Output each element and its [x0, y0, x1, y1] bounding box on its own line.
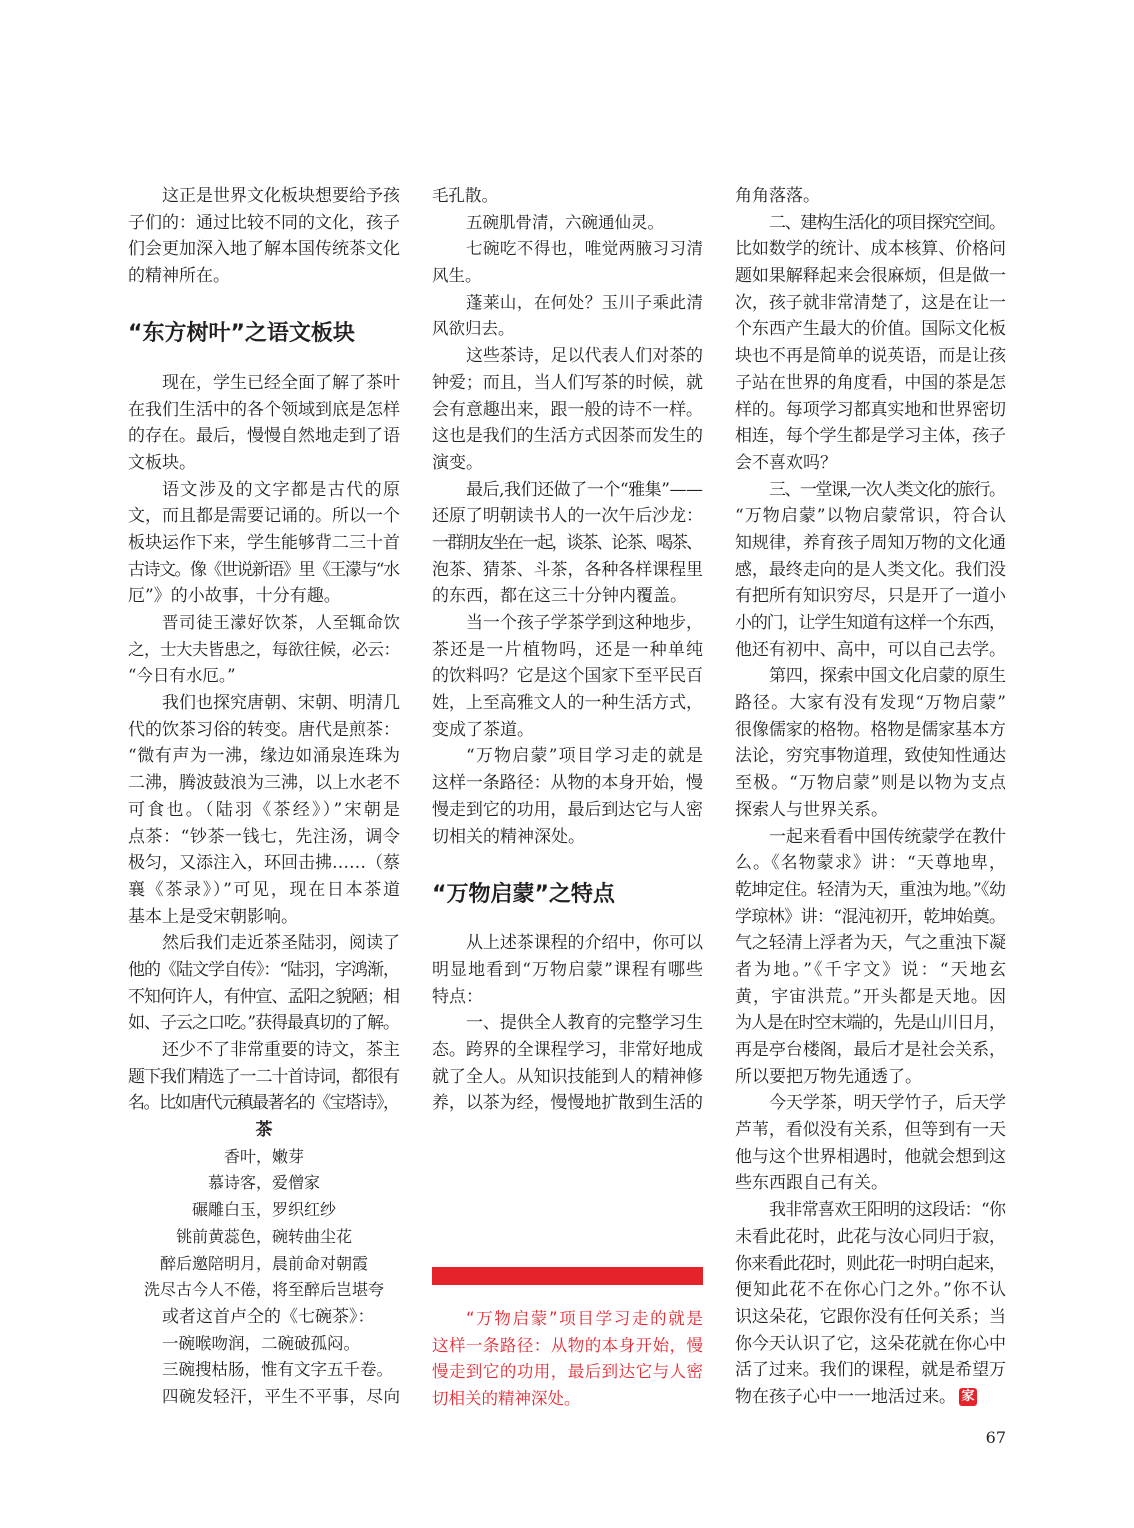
body-text-line: 乾坤定住。轻清为天，重浊为地。”《幼	[735, 879, 1006, 900]
body-text-line	[735, 1384, 1006, 1411]
body-text-line: 的东西，都在这三十分钟内覆盖。	[432, 586, 687, 607]
body-text-line: 有把所有知识穷尽，只是开了一道小	[735, 586, 1006, 607]
body-text-line: 如、子云之口吃。”获得最真切的了解。	[128, 1013, 399, 1034]
section-heading: “东方树叶”之语文板块	[128, 321, 355, 347]
poem-line: 洗尽古今人不倦，将至醉后岂堪夸	[143, 1280, 384, 1300]
quote-line: 四碗发轻汗，平生不平事，尽向	[162, 1386, 401, 1406]
body-text-line: 一起来看看中国传统蒙学在教什	[769, 826, 1006, 847]
body-text-line: 语文涉及的文字都是古代的原	[162, 479, 402, 500]
body-text-line: 姓，上至高雅文人的一种生活方式，	[432, 693, 703, 714]
quote-line: 一碗喉吻润，二碗破孤闷。	[162, 1333, 360, 1353]
pull-quote	[432, 1306, 703, 1413]
quote-line: 蓬莱山，在何处？玉川子乘此清	[466, 292, 704, 312]
body-text-line: 古诗文。像《世说新语》里《王濛与“水	[128, 559, 399, 580]
body-text-line: 这些茶诗，足以代表人们对茶的	[466, 346, 703, 367]
body-text-line: 至极。“万物启蒙”则是以物为支点	[735, 773, 1008, 794]
left-column	[128, 183, 403, 1411]
body-text-line: 极匀，又添注入，环回击拂……（蔡	[128, 853, 400, 874]
body-text-line: “微有声为一沸，缘边如涌泉连珠为	[128, 746, 401, 767]
body-text-line: 我们也探究唐朝、宋朝、明清几	[162, 693, 400, 714]
body-text-line: 这也是我们的生活方式因茶而发生的	[432, 426, 703, 447]
body-text-line: 今天学茶，明天学竹子，后天学	[769, 1093, 1006, 1114]
quote-line: 风欲归去。	[432, 319, 515, 339]
body-text-line: 探索人与世界关系。	[735, 799, 888, 820]
body-text-line: 襄《茶录》）”可见，现在日本茶道	[128, 879, 402, 900]
body-text-line: 点茶：“钞茶一钱七，先注汤，调令	[128, 826, 401, 847]
poem-line: 慕诗客，爱僧家	[207, 1173, 320, 1193]
body-text-line: “万物启蒙”以物启蒙常识，符合认	[735, 506, 1008, 527]
body-text-line: 者为地。”《千字文》说：“天地玄	[735, 959, 1009, 980]
poem-line: 铫前黄蕊色，碗转曲尘花	[175, 1226, 352, 1246]
body-text-line: 当一个孩子学茶学到这种地步，	[466, 613, 703, 633]
body-text-line: 为人是在时空末端的，先是山川日月，	[735, 1013, 1005, 1034]
body-text-line: 你今天认识了它，这朵花就在你心中	[735, 1333, 1006, 1354]
body-text-line: 演变。	[432, 452, 483, 473]
body-text-line: 他的《陆文学自传》：“陆羽，字鸿渐，	[128, 959, 399, 980]
body-text-line: 比如数学的统计、成本核算、价格问	[735, 239, 1006, 260]
body-text-line: 路径。大家有没有发现“万物启蒙”	[735, 693, 1008, 714]
body-text-line: 子们的：通过比较不同的文化，孩子	[128, 212, 400, 233]
body-text-line: 你来看此花时，则此花一时明白起来，	[735, 1253, 1005, 1274]
body-text-line: 二、建构生活化的项目探究空间。	[769, 212, 1005, 233]
body-text-line: 然后我们走近茶圣陆羽，阅读了	[162, 933, 400, 954]
body-text-line: 知规律，养育孩子周知万物的文化通	[735, 532, 1006, 553]
body-text-line: 感，最终走向的是人类文化。我们没	[735, 559, 1006, 580]
body-text-line: 慢走到它的功用，最后到达它与人密	[432, 799, 703, 820]
body-text-line: 会不喜欢吗？	[735, 452, 837, 473]
body-text-line: 未看此花时，此花与汝心同归于寂，	[735, 1226, 1006, 1247]
body-text-line: 厄”》的小故事，十分有趣。	[128, 586, 341, 607]
section-heading: “万物启蒙”之特点	[432, 881, 615, 907]
body-text-line: 还原了明朝读书人的一次午后沙龙：	[432, 506, 703, 527]
body-text-line: 板块运作下来，学生能够背二三十首	[128, 532, 400, 553]
body-text-line: 很像儒家的格物。格物是儒家基本方	[735, 719, 1006, 740]
body-text-line: 可食也。（陆羽《茶经》）”宋朝是	[128, 799, 403, 820]
body-text-line: 芦苇，看似没有关系，但等到有一天	[735, 1120, 1006, 1141]
body-text-line: 题下我们精选了一二十首诗词，都很有	[128, 1066, 399, 1087]
body-text-line: 代的饮茶习俗的转变。唐代是煎茶：	[128, 719, 400, 740]
body-text-line: 块也不再是简单的说英语，而是让孩	[735, 346, 1006, 367]
body-text-line: 法论，穷究事物道理，致使知性通达	[735, 746, 1006, 767]
body-text-line: 二沸，腾波鼓浪为三沸，以上水老不	[128, 773, 400, 794]
pull-quote-line: 这样一条路径：从物的本身开始，慢	[432, 1335, 704, 1355]
body-text-line: 这样一条路径：从物的本身开始，慢	[432, 773, 703, 794]
body-text-line: 学琼林》讲：“混沌初开，乾坤始奠。	[735, 906, 1006, 927]
pull-quote-line: 切相关的精神深处。	[432, 1389, 581, 1409]
body-text-line: 的精神所在。	[128, 266, 230, 287]
body-text-line: 或者这首卢仝的《七碗茶》：	[162, 1306, 375, 1327]
body-text-line: 基本上是受宋朝影响。	[128, 906, 298, 927]
red-accent-bar	[432, 1267, 703, 1285]
body-text-line: 的饮料吗？它是这个国家下至平民百	[432, 666, 703, 687]
body-text-line: 养，以茶为经，慢慢地扩散到生活的	[432, 1093, 703, 1114]
body-text-line: “万物启蒙”项目学习走的就是	[466, 746, 705, 767]
body-text-line: 角角落落。	[735, 186, 820, 206]
body-text-line: 个东西产生最大的价值。国际文化板	[735, 319, 1006, 340]
poem-line: 碾雕白玉，罗织红纱	[191, 1200, 336, 1220]
body-text-line: 文，而且都是需要记诵的。所以一个	[128, 506, 400, 527]
body-text-line: 切相关的精神深处。	[432, 826, 585, 847]
body-text-line: 样的。每项学习都真实地和世界密切	[735, 399, 1006, 420]
body-text-line: 三、一堂课,一次人类文化的旅行。	[769, 479, 1005, 500]
body-text-line: 题如果解释起来会很麻烦，但是做一	[735, 266, 1006, 287]
body-text-line: 次，孩子就非常清楚了，这是在让一	[735, 292, 1006, 313]
body-text-line: 特点：	[432, 986, 483, 1007]
body-text-line: 第四，探索中国文化启蒙的原生	[769, 666, 1006, 687]
quote-line: 晋司徒王濛好饮茶，人至辄命饮	[162, 613, 401, 633]
body-text-line: 名。比如唐代元稹最著名的《宝塔诗》，	[128, 1093, 399, 1114]
body-text-line: 么。《名物蒙求》讲：“天尊地卑，	[735, 853, 1008, 874]
page-number: 67	[985, 1428, 1006, 1447]
body-text-line: 最后,我们还做了一个“雅集”——	[466, 479, 703, 500]
body-text-line: 就了全人。从知识技能到人的精神修	[432, 1066, 703, 1087]
body-text-line: 我非常喜欢王阳明的这段话：“你	[769, 1200, 1006, 1221]
body-text-line: 会有意趣出来，跟一般的诗不一样。	[432, 399, 703, 420]
body-text-line: 态。跨界的全课程学习，非常好地成	[432, 1040, 703, 1061]
body-text-line: 文板块。	[128, 452, 196, 473]
body-text-line: 变成了茶道。	[432, 719, 534, 740]
body-text: 物在孩子心中一一地活过来。	[735, 1386, 956, 1407]
pull-quote-line: “万物启蒙”项目学习走的就是	[466, 1309, 705, 1328]
quote-line: 之，士大夫皆患之，每欲往候，必云：	[128, 639, 400, 659]
pull-quote-line: 慢走到它的功用，最后到达它与人密	[432, 1362, 704, 1382]
body-text-line: 再是亭台楼阁，最后才是社会关系，	[735, 1040, 1006, 1060]
body-text-line: 便知此花不在你心门之外。”你不认	[735, 1280, 1008, 1301]
poem-line: 醉后邀陪明月，晨前命对朝霞	[159, 1253, 368, 1273]
quote-line: 毛孔散。	[432, 186, 498, 205]
quote-line: 五碗肌骨清，六碗通仙灵。	[466, 212, 664, 232]
body-text-line: 识这朵花，它跟你没有任何关系；当	[735, 1306, 1006, 1327]
body-text-line: 他还有初中、高中，可以自己去学。	[735, 639, 1006, 660]
body-text-line: 些东西跟自己有关。	[735, 1173, 888, 1194]
body-text-line: 黄，宇宙洪荒。”开头都是天地。因	[735, 986, 1008, 1007]
body-text-line: 们会更加深入地了解本国传统茶文化	[128, 239, 400, 260]
body-text-line: 还少不了非常重要的诗文，茶主	[162, 1040, 400, 1061]
quote-line: “今日有水厄。”	[128, 666, 236, 686]
body-text-line: 不知何许人，有仲宣、孟阳之貌陋；相	[128, 986, 399, 1007]
body-text-line: 气之轻清上浮者为天，气之重浊下凝	[735, 933, 1006, 954]
body-text-line: 子站在世界的角度看，中国的茶是怎	[735, 372, 1006, 393]
body-text-line: 所以要把万物先通透了。	[735, 1066, 922, 1087]
body-text-line: 一、提供全人教育的完整学习生	[466, 1013, 703, 1034]
body-text-line: 相连，每个学生都是学习主体，孩子	[735, 426, 1006, 447]
quote-line: 风生。	[432, 266, 482, 286]
poem-line: 香叶，嫩芽	[223, 1146, 304, 1166]
end-mark-icon: 家	[959, 1388, 977, 1406]
middle-column	[432, 183, 703, 1117]
body-text-line: 小的门，让学生知道有这样一个东西，	[735, 613, 1005, 633]
body-text-line: 钟爱；而且，当人们写茶的时候，就	[432, 372, 703, 393]
body-text-line: 在我们生活中的各个领域到底是怎样	[128, 399, 400, 420]
body-text-line: 一群朋友坐在一起，谈茶、论茶、喝茶、	[432, 532, 701, 553]
quote-line: 七碗吃不得也，唯觉两腋习习清	[466, 239, 704, 259]
body-text-line: 这正是世界文化板块想要给予孩	[162, 186, 400, 206]
body-text-line: 活了过来。我们的课程，就是希望万	[735, 1360, 1006, 1381]
body-text-line: 现在，学生已经全面了解了茶叶	[162, 372, 400, 393]
body-text-line: 明显地看到“万物启蒙”课程有哪些	[432, 959, 705, 980]
body-text-line: 从上述茶课程的介绍中，你可以	[466, 933, 703, 954]
body-text-line: 他与这个世界相遇时，他就会想到这	[735, 1146, 1006, 1167]
right-column	[735, 183, 1009, 1411]
poem-title: 茶	[255, 1120, 273, 1141]
body-text-line: 茶还是一片植物吗，还是一种单纯	[432, 639, 705, 660]
quote-line: 三碗搜枯肠，惟有文字五千卷。	[162, 1360, 393, 1380]
body-text-line: 泡茶、猜茶、斗茶，各种各样课程里	[432, 559, 703, 580]
body-text-line: 的存在。最后，慢慢自然地走到了语	[128, 426, 400, 447]
